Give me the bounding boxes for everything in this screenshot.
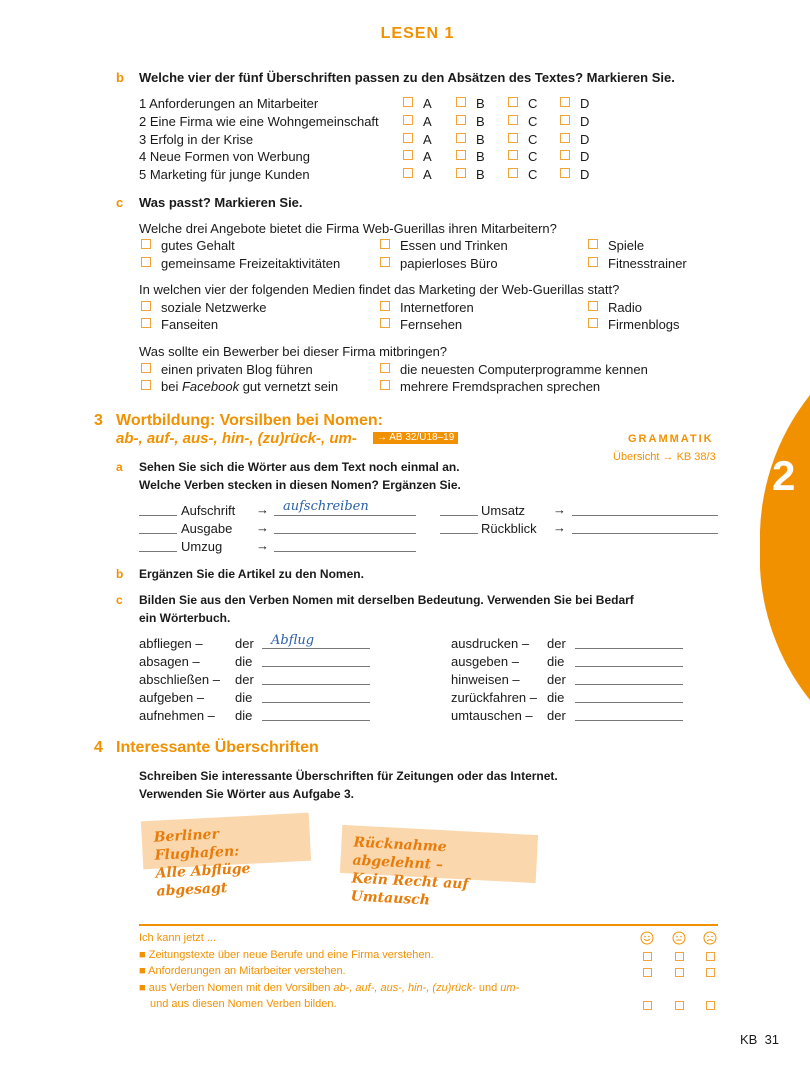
selfcheck-item-italic: ab-, auf-, aus-, hin-, (zu)rück- (333, 982, 476, 994)
section-4-number: 4 (94, 739, 103, 756)
section-3-number: 3 (94, 412, 103, 429)
checkbox[interactable] (403, 133, 413, 143)
option-label: Essen und Trinken (400, 238, 508, 253)
option-label: Fitnesstrainer (608, 256, 687, 271)
checkbox[interactable] (380, 301, 390, 311)
noun-blank[interactable] (262, 666, 370, 667)
chapter-number: 2 (772, 452, 796, 499)
chapter-tab (760, 395, 810, 700)
option-letter: A (423, 167, 432, 182)
option-label: die neuesten Computerprogramme kennen (400, 362, 648, 377)
option-letter: D (580, 96, 590, 111)
selfcheck-box[interactable] (675, 968, 684, 977)
article: der (235, 636, 254, 651)
selfcheck-box[interactable] (675, 952, 684, 961)
option-letter: C (528, 96, 538, 111)
checkbox[interactable] (560, 97, 570, 107)
ex-b-item: 1 Anforderungen an Mitarbeiter (139, 96, 319, 111)
answer-blank[interactable] (274, 533, 416, 534)
article: der (235, 672, 254, 687)
handwritten-answer: aufschreiben (283, 499, 369, 514)
ex-b-item: 3 Erfolg in der Krise (139, 132, 254, 147)
selfcheck-item (139, 982, 519, 994)
option-letter: B (476, 96, 485, 111)
checkbox[interactable] (141, 301, 151, 311)
noun-word: Umzug (181, 539, 223, 554)
answer-blank[interactable] (274, 515, 416, 516)
option-label-part: gut vernetzt sein (242, 379, 339, 394)
happy-face-icon (640, 931, 654, 945)
selfcheck-box[interactable] (706, 952, 715, 961)
answer-blank[interactable] (572, 533, 718, 534)
option-label: Fanseiten (161, 317, 219, 332)
selfcheck-item (139, 965, 346, 977)
selfcheck-box[interactable] (643, 952, 652, 961)
arrow-icon: → (256, 520, 269, 535)
checkbox[interactable] (403, 115, 413, 125)
noun-blank[interactable] (575, 702, 683, 703)
checkbox[interactable] (403, 150, 413, 160)
ex-b-instruction: Welche vier der fünf Überschriften passen zu den Absätzen des Textes? Markieren Sie. (139, 70, 675, 85)
arrow-icon: → (256, 502, 269, 517)
option-label (161, 378, 338, 395)
noun-blank[interactable] (575, 648, 683, 649)
option-label: Fernsehen (400, 317, 463, 332)
checkbox[interactable] (456, 150, 466, 160)
answer-blank[interactable] (572, 515, 718, 516)
arrow-icon: → (553, 520, 566, 535)
checkbox[interactable] (560, 150, 570, 160)
option-letter: C (528, 149, 538, 164)
noun-blank[interactable] (262, 720, 370, 721)
verb: zurückfahren – (451, 690, 537, 705)
checkbox[interactable] (508, 97, 518, 107)
ex-c-q1: Welche drei Angebote bietet die Firma Web-Guerillas ihren Mitarbeitern? (139, 221, 557, 236)
option-letter: D (580, 167, 590, 182)
noun-word: Ausgabe (181, 521, 233, 536)
article: der (547, 636, 566, 651)
checkbox[interactable] (380, 318, 390, 328)
selfcheck-item-italic: um- (500, 982, 520, 994)
noun-blank[interactable] (262, 648, 370, 649)
option-label: papierloses Büro (400, 256, 498, 271)
checkbox[interactable] (508, 133, 518, 143)
selfcheck-item-text: Zeitungstexte über neue Berufe und eine Firma verstehen. (148, 949, 434, 961)
checkbox[interactable] (380, 239, 390, 249)
answer-blank[interactable] (274, 551, 416, 552)
ex-b-item: 5 Marketing für junge Kunden (139, 167, 310, 182)
article-blank[interactable] (139, 533, 177, 534)
headline-example-2 (340, 825, 538, 909)
option-label: Firmenblogs (608, 317, 680, 332)
ex-c-instruction: Was passt? Markieren Sie. (139, 195, 303, 210)
article: die (235, 690, 253, 705)
headline-example-1 (141, 813, 311, 900)
arrow-icon: → (256, 538, 269, 553)
option-label: gemeinsame Freizeitaktivitäten (161, 256, 341, 271)
selfcheck-item-text: aus Verben Nomen mit den Vorsilben (148, 982, 334, 994)
article-blank[interactable] (440, 515, 478, 516)
selfcheck-divider (139, 924, 718, 926)
noun-word: Rückblick (481, 521, 537, 536)
checkbox[interactable] (456, 133, 466, 143)
ex-c-q2: In welchen vier der folgenden Medien findet das Marketing der Web-Guerillas statt? (139, 282, 620, 297)
noun-blank[interactable] (262, 702, 370, 703)
headline-line: Kein Recht auf Umtausch (350, 870, 469, 909)
checkbox[interactable] (508, 150, 518, 160)
ex-4-instruction: Verwenden Sie Wörter aus Aufgabe 3. (139, 787, 354, 801)
article: der (547, 708, 566, 723)
chapter-tab-shape (760, 395, 810, 700)
verb: hinweisen – (451, 672, 520, 687)
article-blank[interactable] (139, 515, 177, 516)
arrow-icon: → (553, 502, 566, 517)
neutral-face-icon (672, 931, 686, 945)
option-letter: B (476, 114, 485, 129)
page-title: LESEN 1 (380, 25, 455, 42)
verb: ausgeben – (451, 654, 519, 669)
verb: aufnehmen – (139, 708, 215, 723)
checkbox[interactable] (588, 257, 598, 267)
checkbox[interactable] (456, 97, 466, 107)
verb: absagen – (139, 654, 200, 669)
checkbox[interactable] (560, 133, 570, 143)
selfcheck-box[interactable] (706, 1001, 715, 1010)
option-label-part: bei (161, 379, 179, 394)
grammatik-label: GRAMMATIK (628, 433, 714, 445)
verb: aufgeben – (139, 690, 205, 705)
selfcheck-item (139, 949, 434, 961)
option-letter: C (528, 167, 538, 182)
checkbox[interactable] (380, 257, 390, 267)
checkbox[interactable] (560, 115, 570, 125)
checkbox[interactable] (588, 301, 598, 311)
checkbox[interactable] (508, 115, 518, 125)
workbook-reference[interactable]: → AB 32/Ü18–19 (373, 432, 458, 444)
selfcheck-item-continued: und aus diesen Nomen Verben bilden. (150, 998, 337, 1010)
verb: ausdrucken – (451, 636, 530, 651)
ex-c-q3: Was sollte ein Bewerber bei dieser Firma mitbringen? (139, 344, 448, 359)
checkbox[interactable] (403, 97, 413, 107)
ex-3b-letter: b (116, 567, 124, 581)
bullet-icon: ■ (139, 982, 146, 994)
checkbox[interactable] (380, 363, 390, 373)
noun-blank[interactable] (575, 684, 683, 685)
noun-blank[interactable] (575, 666, 683, 667)
ex-4-instruction: Schreiben Sie interessante Überschriften für Zeitungen oder das Internet. (139, 769, 558, 783)
ex-3c-letter: c (116, 593, 123, 607)
selfcheck-box[interactable] (643, 968, 652, 977)
section-4-title: Interessante Überschriften (116, 739, 319, 756)
checkbox[interactable] (141, 318, 151, 328)
selfcheck-item-text: Anforderungen an Mitarbeiter verstehen. (148, 965, 346, 977)
option-label: Internetforen (400, 300, 474, 315)
checkbox[interactable] (141, 239, 151, 249)
article: die (235, 654, 253, 669)
selfcheck-box[interactable] (706, 968, 715, 977)
verb: umtauschen – (451, 708, 533, 723)
checkbox[interactable] (141, 257, 151, 267)
section-3-title: Wortbildung: Vorsilben bei Nomen: (116, 412, 383, 429)
handwritten-answer: Abflug (271, 633, 315, 648)
headline-line: Alle Abflüge abgesagt (155, 860, 251, 900)
ex-b-item: 4 Neue Formen von Werbung (139, 149, 311, 164)
option-letter: D (580, 149, 590, 164)
article: die (547, 654, 565, 669)
ex-c-letter: c (116, 195, 124, 210)
verb: abfliegen – (139, 636, 203, 651)
page-number: KB 31 (740, 1032, 780, 1047)
option-label: Radio (608, 300, 642, 315)
option-letter: B (476, 149, 485, 164)
noun-word: Aufschrift (181, 503, 236, 518)
checkbox[interactable] (456, 115, 466, 125)
section-3-subtitle: ab-, auf-, aus-, hin-, (zu)rück-, um- (116, 430, 357, 447)
ex-3c-instruction: Bilden Sie aus den Verben Nomen mit derselben Bedeutung. Verwenden Sie bei Bedarf (139, 593, 634, 607)
ex-3a-instruction: Welche Verben stecken in diesen Nomen? Ergänzen Sie. (139, 478, 461, 492)
option-letter: A (423, 132, 432, 147)
option-label: einen privaten Blog führen (161, 362, 313, 377)
checkbox[interactable] (141, 380, 151, 390)
selfcheck-item-text: und (475, 982, 501, 994)
ex-3a-letter: a (116, 460, 123, 474)
article: der (547, 672, 566, 687)
article: die (235, 708, 253, 723)
option-letter: A (423, 114, 432, 129)
ex-3a-instruction: Sehen Sie sich die Wörter aus dem Text noch einmal an. (139, 460, 460, 474)
option-letter: B (476, 167, 485, 182)
checkbox[interactable] (380, 380, 390, 390)
option-label: Spiele (608, 238, 645, 253)
noun-blank[interactable] (262, 684, 370, 685)
option-letter: C (528, 114, 538, 129)
option-letter: D (580, 114, 590, 129)
verb: abschließen – (139, 672, 220, 687)
ex-3b-instruction: Ergänzen Sie die Artikel zu den Nomen. (139, 567, 364, 581)
checkbox[interactable] (403, 168, 413, 178)
checkbox[interactable] (141, 363, 151, 373)
option-letter: C (528, 132, 538, 147)
ex-3c-instruction: ein Wörterbuch. (139, 611, 231, 625)
selfcheck-heading: Ich kann jetzt ... (139, 932, 217, 944)
noun-blank[interactable] (575, 720, 683, 721)
article-blank[interactable] (139, 551, 177, 552)
selfcheck-box[interactable] (643, 1001, 652, 1010)
option-letter: A (423, 96, 432, 111)
option-label: mehrere Fremdsprachen sprechen (400, 379, 601, 394)
grammatik-reference[interactable]: Übersicht → KB 38/3 (613, 451, 716, 463)
checkbox[interactable] (588, 318, 598, 328)
headline-line: Berliner Flughafen: (153, 826, 240, 864)
checkbox[interactable] (560, 168, 570, 178)
option-letter: A (423, 149, 432, 164)
option-letter: D (580, 132, 590, 147)
checkbox[interactable] (588, 239, 598, 249)
headline-line: Rücknahme abgelehnt – (352, 834, 447, 874)
ex-b-item: 2 Eine Firma wie eine Wohngemeinschaft (139, 114, 379, 129)
option-label: gutes Gehalt (161, 238, 235, 253)
checkbox[interactable] (456, 168, 466, 178)
bullet-icon: ■ (139, 949, 146, 961)
article-blank[interactable] (440, 533, 478, 534)
ex-b-letter: b (116, 70, 124, 85)
bullet-icon: ■ (139, 965, 146, 977)
option-letter: B (476, 132, 485, 147)
option-label: soziale Netzwerke (161, 300, 267, 315)
checkbox[interactable] (508, 168, 518, 178)
article: die (547, 690, 565, 705)
sad-face-icon (703, 931, 717, 945)
selfcheck-box[interactable] (675, 1001, 684, 1010)
noun-word: Umsatz (481, 503, 526, 518)
option-label-italic: Facebook (181, 379, 240, 394)
